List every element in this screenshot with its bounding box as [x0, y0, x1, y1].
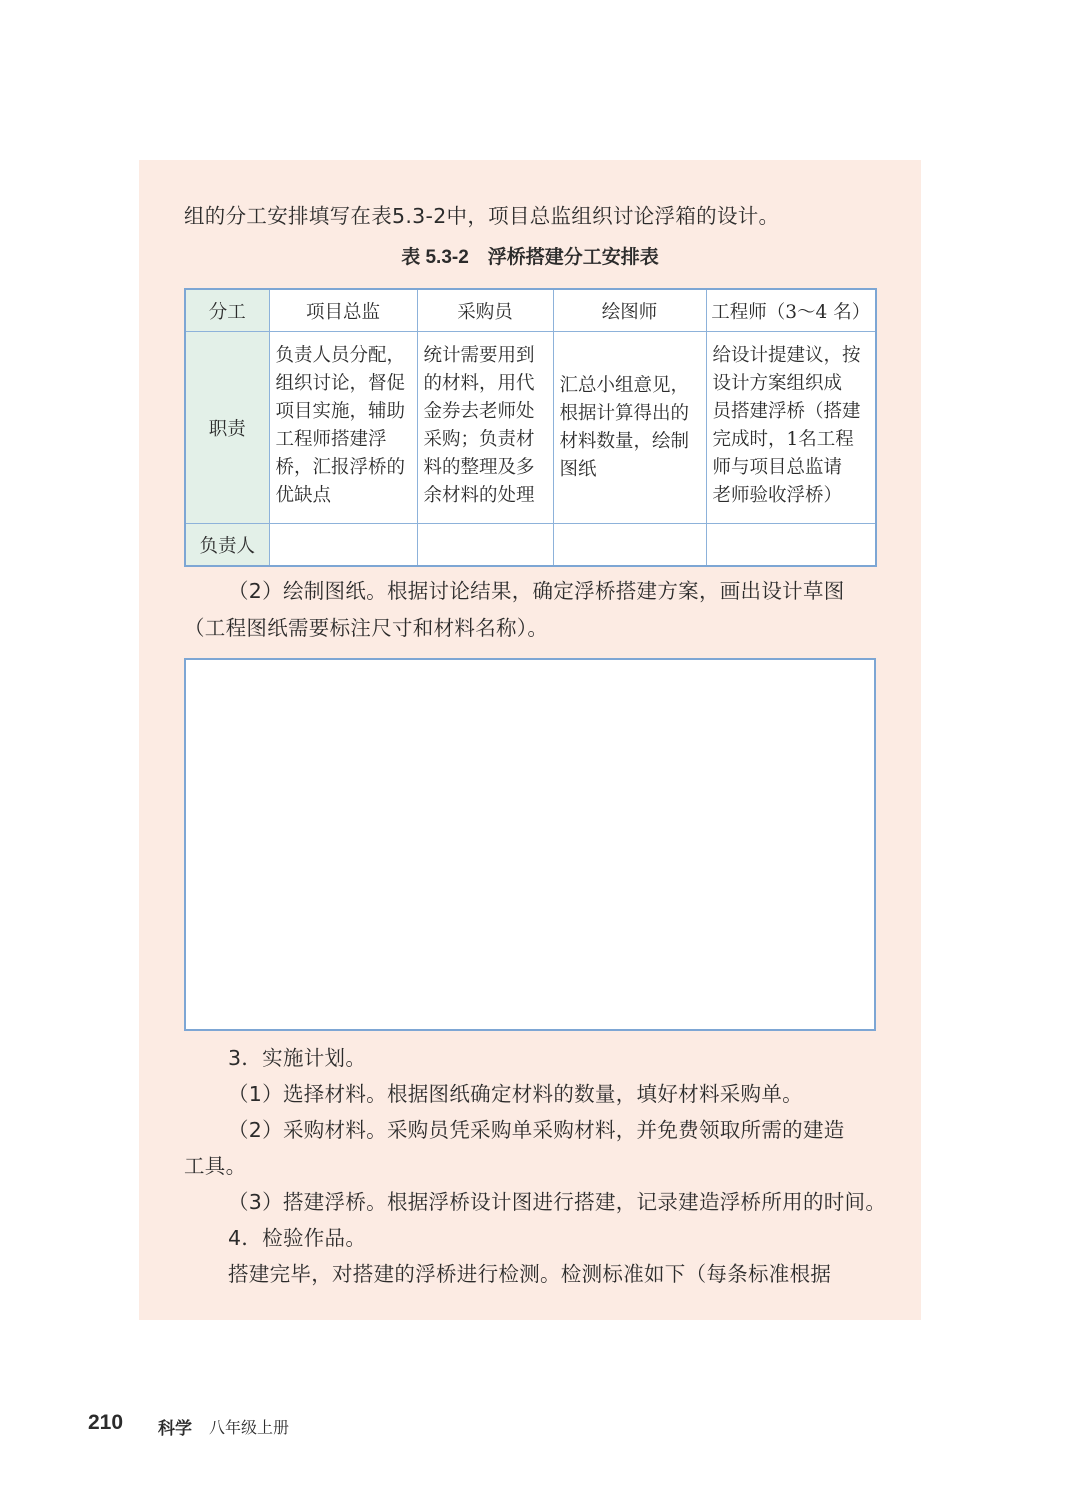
owner-cell-draftsman	[553, 524, 706, 567]
column-header-purchaser: 采购员	[417, 289, 553, 332]
duty-line: 设计方案组织成	[712, 373, 843, 394]
row-header-division: 分工	[185, 289, 269, 332]
duty-line: 料的整理及多	[423, 457, 535, 478]
row-header-owner: 负责人	[185, 524, 269, 567]
duty-line: 师与项目总监请	[712, 457, 843, 478]
owner-cell-purchaser	[417, 524, 553, 567]
duty-line: 员搭建浮桥（搭建	[712, 401, 861, 422]
step4-text: 搭建完毕，对搭建的浮桥进行检测。检测标准如下（每条标准根据	[228, 1262, 832, 1286]
step3-title: 3．实施计划。	[228, 1046, 367, 1070]
step3-item1: （1）选择材料。根据图纸确定材料的数量，填好材料采购单。	[228, 1082, 803, 1106]
duty-line: 金券去老师处	[423, 401, 535, 422]
duty-line: 材料数量，绘制	[559, 430, 690, 452]
intro-paragraph: 组的分工安排填写在表5.3-2中，项目总监组织讨论浮箱的设计。	[184, 204, 780, 228]
duty-engineer	[706, 332, 876, 524]
division-table	[184, 288, 877, 567]
table-caption: 表 5.3-2 浮桥搭建分工安排表	[401, 247, 659, 268]
column-header-engineer: 工程师（3～4 名）	[706, 289, 876, 332]
duty-line: 根据计算得出的	[559, 402, 690, 424]
step3-item3: （3）搭建浮桥。根据浮桥设计图进行搭建，记录建造浮桥所用的时间。	[228, 1190, 887, 1214]
step2-line2: （工程图纸需要标注尺寸和材料名称）。	[184, 616, 549, 640]
duty-line: 工程师搭建浮	[275, 429, 387, 450]
table-duties-row	[185, 332, 876, 524]
duty-project-director	[269, 332, 417, 524]
column-header-draftsman: 绘图师	[553, 289, 706, 332]
owner-cell-project-director	[269, 524, 417, 567]
duty-line: 给设计提建议，按	[712, 345, 861, 366]
duty-line: 桥，汇报浮桥的	[275, 457, 406, 478]
duty-line: 采购；负责材	[423, 429, 535, 450]
footer-grade: 八年级上册	[209, 1418, 290, 1437]
column-header-project-director: 项目总监	[269, 289, 417, 332]
duty-line: 的材料，用代	[423, 373, 535, 394]
page-number: 210	[88, 1411, 124, 1434]
duty-line: 图纸	[559, 458, 597, 480]
step4-title: 4．检验作品。	[228, 1226, 367, 1250]
row-header-duties: 职责	[185, 332, 269, 524]
duty-line: 完成时，1名工程	[712, 429, 854, 450]
duty-line: 优缺点	[275, 485, 332, 506]
footer-subject: 科学	[158, 1419, 192, 1439]
step3-item2-line1: （2）采购材料。采购员凭采购单采购材料，并免费领取所需的建造	[228, 1118, 845, 1142]
duty-line: 老师验收浮桥）	[712, 485, 843, 506]
table-header-row	[185, 289, 876, 332]
duty-draftsman	[553, 332, 706, 524]
owner-cell-engineer	[706, 524, 876, 567]
step2-line1: （2）绘制图纸。根据讨论结果，确定浮桥搭建方案，画出设计草图	[228, 579, 845, 603]
duty-line: 汇总小组意见，	[559, 374, 690, 396]
duty-line: 余材料的处理	[423, 485, 535, 506]
duty-purchaser	[417, 332, 553, 524]
drawing-area	[184, 658, 876, 1031]
duty-line: 负责人员分配，	[275, 345, 406, 366]
duty-line: 组织讨论，督促	[275, 373, 406, 394]
duty-line: 项目实施，辅助	[275, 401, 406, 422]
step3-item2-line2: 工具。	[184, 1154, 247, 1178]
table-owner-row	[185, 524, 876, 567]
duty-line: 统计需要用到	[423, 345, 535, 366]
